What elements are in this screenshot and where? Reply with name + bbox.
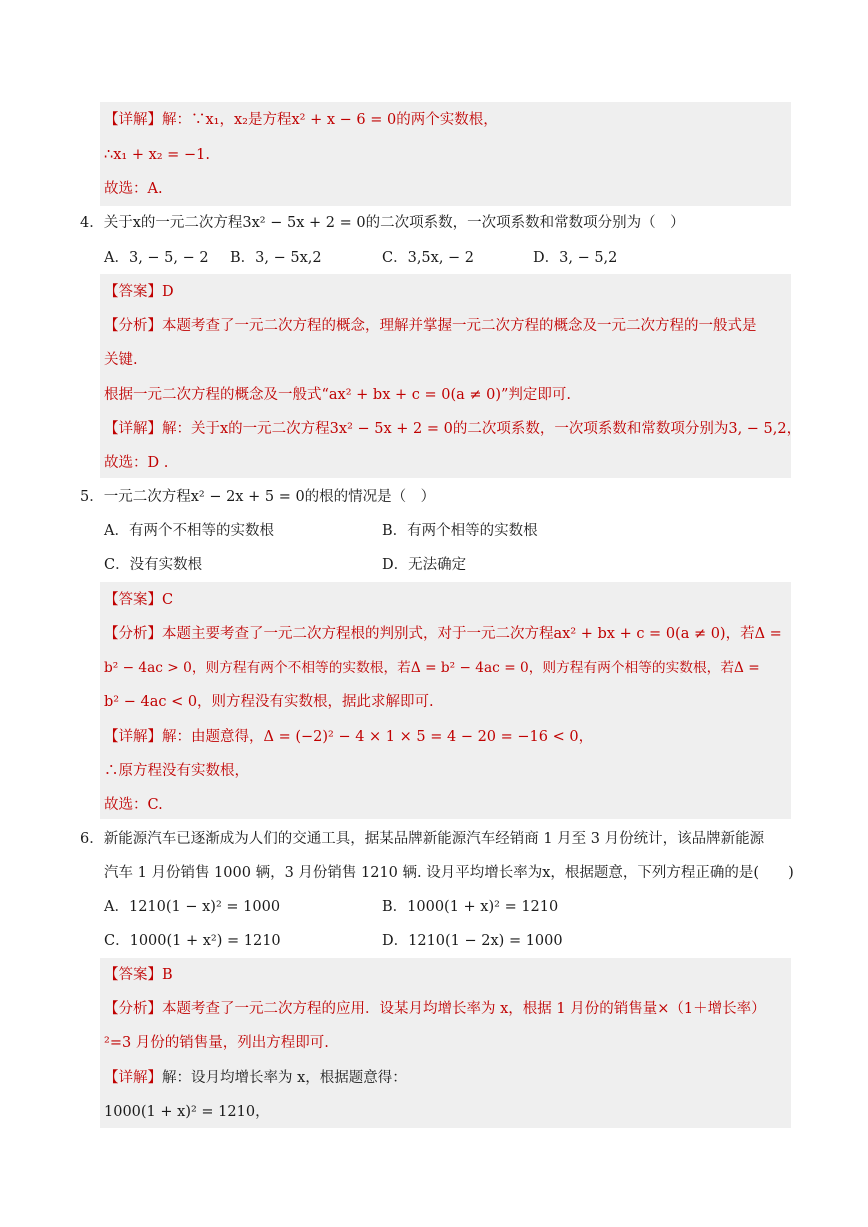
q4-option-c: C．3,5x, − 2 xyxy=(382,250,475,266)
q6-analysis-line-1: 【分析】本题考查了一元二次方程的应用．设某月均增长率为 x，根据 1 月份的销售量×（1＋增长率） xyxy=(104,1001,766,1017)
q3-detail-line-3: 故选：A. xyxy=(104,181,163,197)
q6-analysis-line-2: ²=3 月份的销售量，列出方程即可. xyxy=(104,1035,329,1051)
q4-option-d: D．3, − 5,2 xyxy=(533,250,618,266)
q6-option-b: B．1000(1 + x)² = 1210 xyxy=(382,899,559,915)
q4-option-b: B．3, − 5x,2 xyxy=(230,250,322,266)
detail-tag: 【详解】 xyxy=(104,112,162,128)
q6-option-a: A．1210(1 − x)² = 1000 xyxy=(104,899,281,915)
q6-stem-line-2: 汽车 1 月份销售 1000 辆，3 月份销售 1210 辆. 设月平均增长率为x，根据题意，下列方程正确的是( ) xyxy=(104,865,794,881)
q5-option-d: D．无法确定 xyxy=(382,557,467,573)
q4-analysis-line-2: 关键. xyxy=(104,352,138,368)
q4-option-a: A．3, − 5, − 2 xyxy=(104,250,209,266)
q6-option-d: D．1210(1 − 2x) = 1000 xyxy=(382,933,563,949)
q6-option-c: C．1000(1 + x²) = 1210 xyxy=(104,933,281,949)
q5-detail-line-2: ∴原方程没有实数根， xyxy=(104,763,249,779)
q6-detail-line-2: 1000(1 + x)² = 1210， xyxy=(104,1104,270,1120)
q5-detail-line-3: 故选：C. xyxy=(104,797,163,813)
q5-analysis-line-3: b² − 4ac < 0，则方程没有实数根，据此求解即可. xyxy=(104,694,434,710)
q4-analysis-line-1: 【分析】本题考查了一元二次方程的概念，理解并掌握一元二次方程的概念及一元二次方程的一般式是 xyxy=(104,318,757,334)
q5-option-b: B．有两个相等的实数根 xyxy=(382,523,538,539)
q4-analysis-line-3: 根据一元二次方程的概念及一般式“ax² + bx + c = 0(a ≠ 0)”判定即可. xyxy=(104,387,572,403)
q4-answer: 【答案】D xyxy=(104,284,174,300)
q6-stem-line-1: 6．新能源汽车已逐渐成为人们的交通工具，据某品牌新能源汽车经销商 1 月至 3 月份统计，该品牌新能源 xyxy=(80,831,765,847)
q5-stem: 5．一元二次方程x² − 2x + 5 = 0的根的情况是（ ） xyxy=(80,489,436,505)
q5-detail-line-1: 【详解】解：由题意得，Δ = (−2)² − 4 × 1 × 5 = 4 − 20 = −16 < 0， xyxy=(104,729,594,745)
q3-detail-line-1: 【详解】解：∵x₁，x₂是方程x² + x − 6 = 0的两个实数根， xyxy=(104,112,498,128)
q6-answer: 【答案】B xyxy=(104,967,173,983)
q3-detail-line-2: ∴x₁ + x₂ = −1. xyxy=(104,147,210,163)
q5-analysis-line-2: b² − 4ac > 0，则方程有两个不相等的实数根，若Δ = b² − 4ac = 0，则方程有两个相等的实数根，若Δ = xyxy=(104,660,760,676)
q5-answer: 【答案】C xyxy=(104,592,174,608)
q5-analysis-line-1: 【分析】本题主要考查了一元二次方程根的判别式，对于一元二次方程ax² + bx + c = 0(a ≠ 0)，若Δ = xyxy=(104,626,782,642)
q5-option-a: A．有两个不相等的实数根 xyxy=(104,523,274,539)
q4-detail-line-1: 【详解】解：关于x的一元二次方程3x² − 5x + 2 = 0的二次项系数，一次项系数和常数项分别为3, − 5,2， xyxy=(104,421,802,437)
q4-stem: 4．关于x的一元二次方程3x² − 5x + 2 = 0的二次项系数，一次项系数和常数项分别为（ ） xyxy=(80,215,685,231)
q6-detail-line-1: 【详解】解：设月均增长率为 x，根据题意得： xyxy=(104,1070,407,1086)
q4-solution-box xyxy=(100,274,791,478)
q4-detail-line-2: 故选：D . xyxy=(104,455,169,471)
q5-option-c: C．没有实数根 xyxy=(104,557,203,573)
